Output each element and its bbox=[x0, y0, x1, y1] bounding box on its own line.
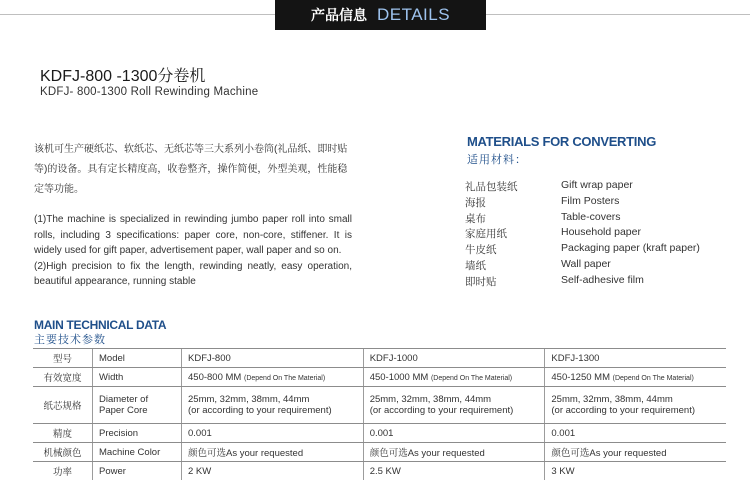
material-cn: 海报 bbox=[465, 196, 486, 209]
spec-value: KDFJ-1000 bbox=[363, 349, 545, 368]
spec-table bbox=[33, 348, 726, 480]
spec-value: 0.001 bbox=[545, 424, 726, 443]
material-item bbox=[465, 211, 735, 227]
core-note: (or according to your requirement) bbox=[188, 405, 332, 416]
width-note: (Depend On The Material) bbox=[243, 374, 326, 382]
spec-label-en: Power bbox=[93, 462, 182, 481]
core-sizes: 25mm, 32mm, 38mm, 44mm bbox=[551, 394, 673, 405]
spec-value bbox=[182, 368, 364, 387]
width-note: (Depend On The Material) bbox=[612, 374, 694, 382]
product-title: KDFJ-800 -1300分卷机 bbox=[40, 68, 206, 85]
header-rule-left bbox=[0, 14, 275, 15]
description-cn: 该机可生产硬纸芯、软纸芯、无纸芯等三大系列小卷筒(礼品纸、即时贴等)的设备。具有定长精度高，收卷整齐，操作简便，外型美观，性能稳定等功能。 bbox=[34, 144, 348, 195]
description-en-point-2: (2)High precision to fix the length, rewinding neatly, easy operation, beautiful appearance, running stable bbox=[34, 260, 352, 287]
material-cn: 桌布 bbox=[465, 212, 486, 225]
material-cn: 牛皮纸 bbox=[465, 244, 497, 257]
spec-label-cn: 功率 bbox=[33, 462, 93, 481]
spec-label-en: Precision bbox=[93, 424, 182, 443]
core-note: (or according to your requirement) bbox=[551, 405, 695, 416]
material-en: Wall paper bbox=[561, 257, 611, 270]
width-value: 450-800 MM bbox=[188, 371, 242, 383]
spec-label-cn: 型号 bbox=[33, 349, 93, 368]
spec-value: 0.001 bbox=[182, 424, 364, 443]
spec-label-en: Model bbox=[93, 349, 182, 368]
product-subtitle: KDFJ- 800-1300 Roll Rewinding Machine bbox=[40, 86, 259, 98]
material-cn: 即时贴 bbox=[465, 275, 497, 288]
header-rule-right bbox=[486, 14, 750, 15]
spec-value: 2.5 KW bbox=[363, 462, 545, 481]
material-en: Gift wrap paper bbox=[561, 179, 633, 191]
spec-label-cn: 有效宽度 bbox=[33, 368, 93, 387]
material-item bbox=[465, 195, 735, 211]
section-header bbox=[275, 0, 486, 30]
spec-label-en: Machine Color bbox=[93, 443, 182, 462]
material-item bbox=[465, 226, 735, 242]
core-sizes: 25mm, 32mm, 38mm, 44mm bbox=[188, 394, 310, 405]
spec-value: 2 KW bbox=[182, 462, 364, 481]
tech-data-title: MAIN TECHNICAL DATA bbox=[34, 318, 167, 332]
spec-row-model bbox=[33, 349, 726, 368]
spec-label-en: Width bbox=[93, 368, 182, 387]
spec-value: 颜色可选As your requested bbox=[545, 443, 726, 462]
spec-label-cn: 机械颜色 bbox=[33, 443, 93, 462]
spec-row-precision bbox=[33, 424, 726, 443]
spec-row-power bbox=[33, 462, 726, 481]
spec-label-cn: 纸芯规格 bbox=[33, 387, 93, 424]
spec-value bbox=[182, 387, 364, 424]
core-note: (or according to your requirement) bbox=[369, 405, 514, 416]
tech-data-subtitle: 主要技术参数 bbox=[34, 334, 106, 346]
material-cn: 家庭用纸 bbox=[465, 228, 507, 241]
material-en: Household paper bbox=[561, 226, 641, 239]
width-value: 450-1000 MM bbox=[369, 371, 429, 383]
material-en: Self-adhesive film bbox=[561, 273, 644, 286]
material-item bbox=[465, 258, 735, 274]
spec-value bbox=[545, 387, 726, 424]
materials-list bbox=[465, 179, 735, 290]
width-note: (Depend On The Material) bbox=[430, 374, 513, 382]
spec-value bbox=[545, 368, 726, 387]
spec-row-paper-core bbox=[33, 387, 726, 424]
width-value: 450-1250 MM bbox=[551, 371, 610, 383]
spec-value bbox=[363, 387, 545, 424]
material-en: Table-covers bbox=[561, 210, 621, 223]
description-en-point-1: (1)The machine is specialized in rewinding jumbo paper roll into small rolls, including 3 specifications: paper core, non-core, stiffener. It is widely used for gift paper, advertisement paper, wall paper and so on. bbox=[34, 214, 352, 256]
header-label-en: DETAILS bbox=[376, 5, 451, 24]
spec-row-width bbox=[33, 368, 726, 387]
spec-value: 颜色可选As your requested bbox=[182, 443, 364, 462]
core-sizes: 25mm, 32mm, 38mm, 44mm bbox=[369, 394, 492, 405]
material-item bbox=[465, 274, 735, 290]
spec-label-cn: 精度 bbox=[33, 424, 93, 443]
spec-label-en: Diameter of Paper Core bbox=[93, 387, 182, 424]
spec-value: 颜色可选As your requested bbox=[363, 443, 545, 462]
spec-value: KDFJ-1300 bbox=[545, 349, 726, 368]
spec-value: 3 KW bbox=[545, 462, 726, 481]
material-en: Packaging paper (kraft paper) bbox=[561, 242, 700, 255]
material-item bbox=[465, 242, 735, 258]
material-en: Film Posters bbox=[561, 194, 620, 207]
spec-value bbox=[363, 368, 545, 387]
material-item bbox=[465, 179, 735, 195]
spec-value: KDFJ-800 bbox=[182, 349, 364, 368]
header-label-cn: 产品信息 bbox=[310, 7, 367, 23]
spec-row-machine-color bbox=[33, 443, 726, 462]
spec-value: 0.001 bbox=[363, 424, 545, 443]
material-cn: 墙纸 bbox=[465, 259, 486, 272]
materials-title: MATERIALS FOR CONVERTING bbox=[467, 134, 656, 149]
materials-subtitle: 适用材料： bbox=[467, 154, 527, 166]
description-en bbox=[34, 212, 352, 296]
material-cn: 礼品包装纸 bbox=[465, 181, 518, 193]
